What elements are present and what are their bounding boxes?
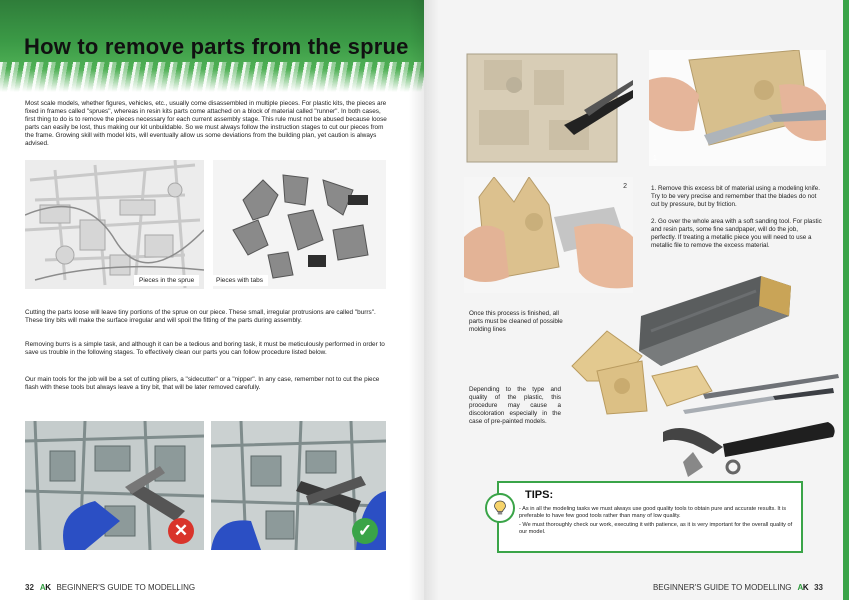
right-footer — [653, 583, 823, 592]
left-page — [0, 0, 424, 600]
wrong-icon: ✕ — [168, 518, 194, 544]
procedure-paragraph: Removing burrs is a simple task, and although it can be a tedious and boring task, it must be meticulously performed in order to save us trouble in the following stages. To effectively clean our parts you can follow procedure listed below. — [25, 341, 385, 356]
burrs-paragraph: Cutting the parts loose will leave tiny portions of the sprue on our piece. These small, irregular protrusions are called "burrs". These tiny bits will make the surface irregular and will spoil the fitting of the parts during assembly. — [25, 309, 376, 324]
tips-list — [519, 506, 799, 538]
ak-logo: AK — [797, 583, 809, 592]
caption-sprue: Pieces in the sprue — [134, 275, 199, 286]
left-footer-title: BEGINNER'S GUIDE TO MODELLING — [56, 583, 196, 592]
tips-box — [497, 481, 803, 553]
wrong-cut-photo — [25, 421, 204, 550]
right-page-number: 33 — [814, 583, 823, 592]
left-page-number: 32 — [25, 583, 34, 592]
sprue-photo — [25, 160, 204, 289]
caption-tabs: Pieces with tabs — [211, 275, 268, 286]
step1-text: 1. Remove this excess bit of material using a modeling knife. Try to be very precise and remember that the blades do not cut by pressure, but by friction. — [651, 185, 821, 208]
right-footer-title: BEGINNER'S GUIDE TO MODELLING — [652, 583, 792, 592]
intro-paragraph: Most scale models, whether figures, vehicles, etc., usually come disassembled in multiple pieces. For plastic kits, the pieces are fixed in frames called "sprues", whereas in resin kits parts come attached on a block of material called "runner". In both cases, first thing to do is to remove the pieces necessary for each current assembly stage. This rule must not be abused because loose parts can easily be lost, thus making our kit unbuildable. So we must always follow the instruction stages to cut our pieces from the frame. Growing skill with model kits, will eventually allow us some deviations from the building plan, yet caution is always advised. — [25, 100, 387, 147]
page-edge-strip — [843, 0, 849, 600]
tools-image — [663, 372, 843, 482]
lightbulb-icon — [485, 493, 515, 523]
check-icon: ✓ — [352, 518, 378, 544]
tabs-photo — [213, 160, 386, 289]
tips-title: TIPS: — [525, 489, 554, 501]
sanding-photo — [464, 177, 633, 293]
step2-text: 2. Go over the whole area with a soft sanding tool. For plastic and resin parts, some fine sandpaper, will do the job, perfectly. If treating a metallic piece you will need to use a metallic file to remove the excess material. — [651, 218, 822, 249]
left-footer — [25, 583, 195, 592]
knife-cut-photo — [649, 50, 826, 166]
tools-paragraph: Our main tools for the job will be a set of cutting pliers, a "sidecutter" or a "nipper". In any case, remember not to cut the piece flash with these tools but always leave a tiny bit, that will be later removed carefully. — [25, 376, 380, 391]
right-cut-photo — [211, 421, 386, 550]
page-title: How to remove parts from the sprue — [24, 34, 409, 59]
molding-lines-note: Once this process is finished, all parts must be cleaned of possible molding lines — [469, 310, 563, 333]
tip-item: - As in all the modeling tasks we must always use good quality tools to obtain pure and accurate results. It is preferable to have few good tools rather than many of low quality. — [519, 506, 787, 519]
discoloration-note: Depending to the type and quality of the plastic, this procedure may cause a discoloration especially in the case of pre-painted models. — [469, 386, 561, 425]
tip-item: - We must thoroughly check our work, executing it with patience, as it is very important for the overall quality of our model. — [519, 522, 793, 535]
step1-badge: 1 — [653, 155, 657, 162]
step2-badge: 2 — [623, 183, 627, 190]
ak-logo: AK — [39, 583, 51, 592]
knife-sprue-photo — [464, 50, 633, 166]
